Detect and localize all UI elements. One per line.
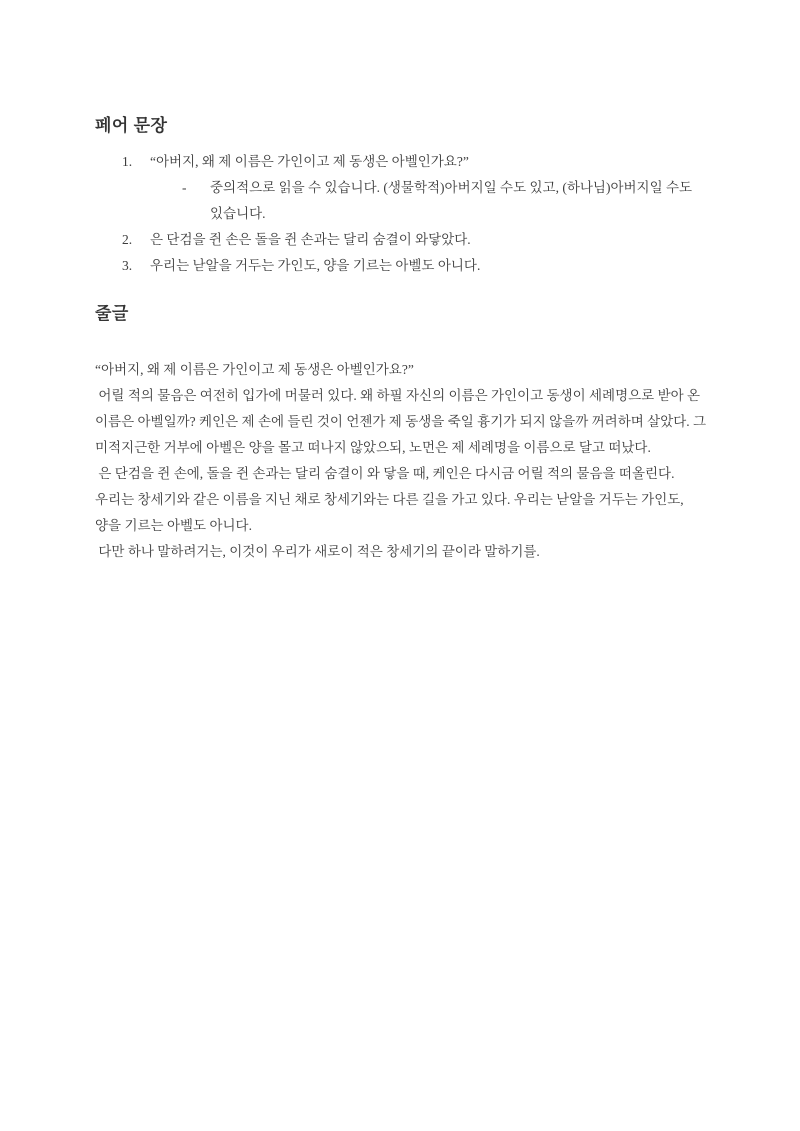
prose-line: 우리는 창세기와 같은 이름을 지닌 채로 창세기와는 다른 길을 가고 있다. 우리는 낟알을 거두는 가인도, xyxy=(95,492,684,507)
prose-line: 은 단검을 쥔 손에, 돌을 쥔 손과는 달리 숨결이 와 닿을 때, 케인은 다시금 어릴 적의 물음을 떠올린다. xyxy=(95,466,675,481)
sub-item-line: 중의적으로 읽을 수 있습니다. (생물학적)아버지일 수도 있고, (하나님)아버지일 수도 xyxy=(210,180,693,195)
prose-line: 다만 하나 말하려거는, 이것이 우리가 새로이 적은 창세기의 끝이라 말하기를. xyxy=(95,544,540,559)
prose-line: “아버지, 왜 제 이름은 가인이고 제 동생은 아벨인가요?” xyxy=(95,362,414,377)
prose-line: 미적지근한 거부에 아벨은 양을 몰고 떠나지 않았으되, 노먼은 제 세례명을 이름으로 달고 떠났다. xyxy=(95,440,651,455)
list-item xyxy=(95,227,712,253)
sub-item-text xyxy=(210,175,712,227)
list-item-number: 2. xyxy=(122,232,133,247)
prose-heading: 줄글 xyxy=(95,304,129,323)
pair-sentences-heading: 페어 문장 xyxy=(95,116,168,135)
list-sub-item xyxy=(95,175,712,227)
list-item-number: 1. xyxy=(122,154,133,169)
sub-item-dash: - xyxy=(182,180,187,195)
list-item-text: 은 단검을 쥔 손은 돌을 쥔 손과는 달리 숨결이 와닿았다. xyxy=(150,232,471,247)
list-item xyxy=(95,253,712,279)
pair-sentences-list xyxy=(95,149,712,279)
prose-body xyxy=(95,357,712,565)
list-item-number: 3. xyxy=(122,258,133,273)
prose-line: 양을 기르는 아벨도 아니다. xyxy=(95,518,252,533)
list-item xyxy=(95,149,712,175)
prose-line: 어릴 적의 물음은 여전히 입가에 머물러 있다. 왜 하필 자신의 이름은 가인이고 동생이 세례명으로 받아 온 xyxy=(95,388,701,403)
sub-item-line: 있습니다. xyxy=(210,206,266,221)
list-item-text: “아버지, 왜 제 이름은 가인이고 제 동생은 아벨인가요?” xyxy=(150,154,469,169)
prose-line: 이름은 아벨일까? 케인은 제 손에 들린 것이 언젠가 제 동생을 죽일 흉기가 되지 않을까 꺼려하며 살았다. 그 xyxy=(95,414,707,429)
list-item-text: 우리는 낟알을 거두는 가인도, 양을 기르는 아벨도 아니다. xyxy=(150,258,481,273)
